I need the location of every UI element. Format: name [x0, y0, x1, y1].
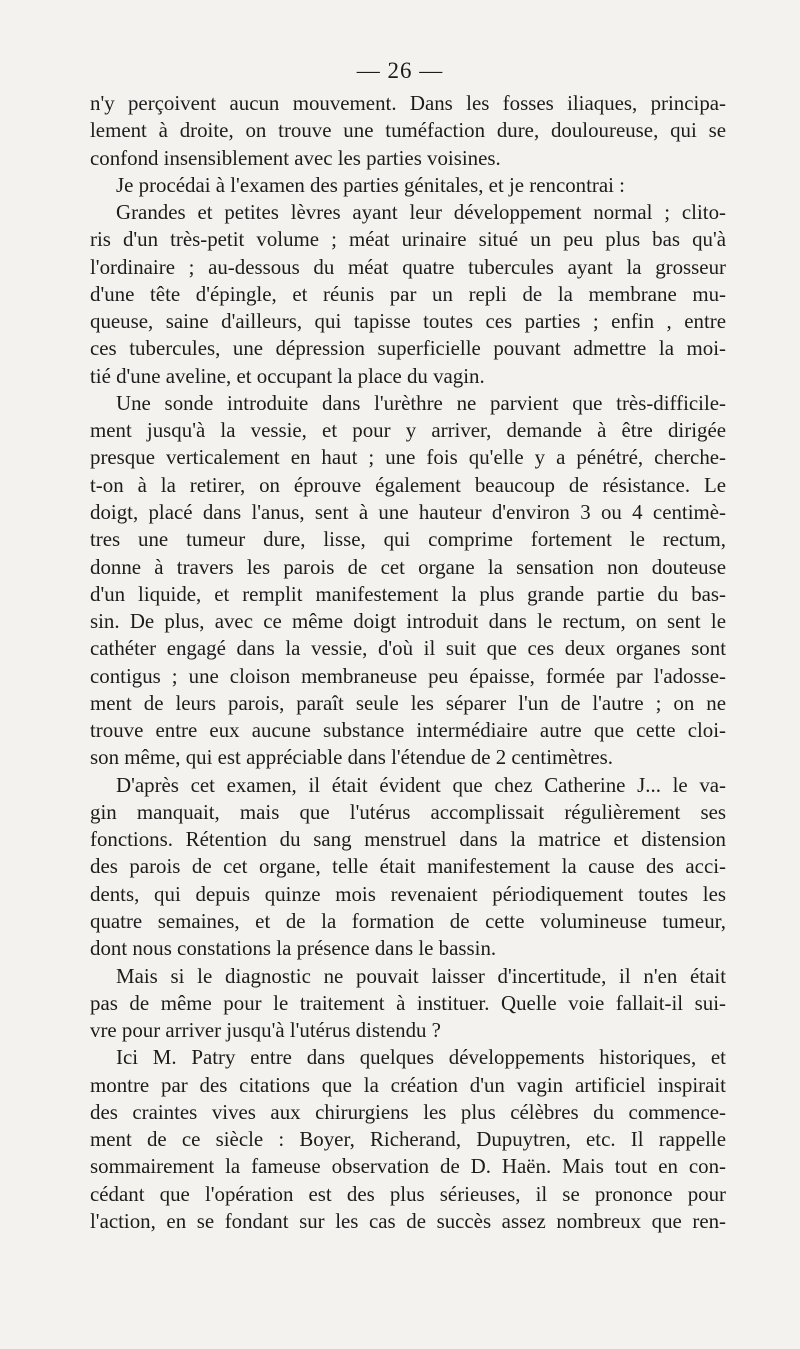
text-line: dont nous constations la présence dans le bassin. — [90, 936, 497, 961]
text-line: confond insensiblement avec les parties voisines. — [90, 145, 501, 170]
text-line: cathéter engagé dans la vessie, d'où il suit que ces deux organes sont — [90, 636, 726, 661]
text-line: lement à droite, on trouve une tuméfaction dure, douloureuse, qui se — [90, 118, 726, 143]
text-line: sin. De plus, avec ce même doigt introduit dans le rectum, on sent le — [90, 609, 726, 634]
text-line: tié d'une aveline, et occupant la place du vagin. — [90, 363, 485, 388]
text-line: des parois de cet organe, telle était manifestement la cause des acci- — [90, 854, 726, 879]
text-line: ment de leurs parois, paraît seule les séparer l'un de l'autre ; on ne — [90, 690, 726, 715]
text-line: son même, qui est appréciable dans l'étendue de 2 centimètres. — [90, 745, 613, 770]
text-line: ces tubercules, une dépression superficielle pouvant admettre la moi- — [90, 336, 726, 361]
text-line: t-on à la retirer, on éprouve également beaucoup de résistance. Le — [90, 472, 726, 497]
text-line: dents, qui depuis quinze mois revenaient périodiquement toutes les — [90, 881, 726, 906]
text-line: d'une tête d'épingle, et réunis par un repli de la membrane mu- — [90, 281, 726, 306]
text-line: ris d'un très-petit volume ; méat urinaire situé un peu plus bas qu'à — [90, 227, 726, 252]
text-line: l'ordinaire ; au-dessous du méat quatre tubercules ayant la grosseur — [90, 254, 726, 279]
text-line: ment jusqu'à la vessie, et pour y arriver, demande à être dirigée — [90, 418, 726, 443]
text-line: l'action, en se fondant sur les cas de succès assez nombreux que ren- — [90, 1208, 726, 1233]
text-line: Mais si le diagnostic ne pouvait laisser d'incertitude, il n'en était — [116, 963, 726, 988]
text-line: Ici M. Patry entre dans quelques développements historiques, et — [116, 1045, 726, 1070]
text-line: sommairement la fameuse observation de D. Haën. Mais tout en con- — [90, 1154, 726, 1179]
text-line: n'y perçoivent aucun mouvement. Dans les fosses iliaques, principa- — [90, 91, 726, 115]
body-text — [90, 90, 726, 1235]
text-line: tres une tumeur dure, lisse, qui comprime fortement le rectum, — [90, 527, 726, 552]
text-line: doigt, placé dans l'anus, sent à une hauteur d'environ 3 ou 4 centimè- — [90, 499, 726, 524]
page-number: — 26 — — [356, 58, 444, 83]
text-line: Je procédai à l'examen des parties génitales, et je rencontrai : — [116, 172, 625, 197]
text-line: d'un liquide, et remplit manifestement la plus grande partie du bas- — [90, 581, 726, 606]
text-line: gin manquait, mais que l'utérus accomplissait régulièrement ses — [90, 799, 726, 824]
text-line: Grandes et petites lèvres ayant leur développement normal ; clito- — [116, 200, 726, 225]
text-line: D'après cet examen, il était évident que chez Catherine J... le va- — [116, 772, 726, 797]
text-line: Une sonde introduite dans l'urèthre ne parvient que très-difficile- — [116, 390, 726, 415]
text-line: contigus ; une cloison membraneuse peu épaisse, formée par l'adosse- — [90, 663, 726, 688]
text-line: montre par des citations que la création d'un vagin artificiel inspirait — [90, 1072, 726, 1097]
text-line: donne à travers les parois de cet organe la sensation non douteuse — [90, 554, 726, 579]
text-line: des craintes vives aux chirurgiens les plus célèbres du commence- — [90, 1099, 726, 1124]
text-line: queuse, saine d'ailleurs, qui tapisse toutes ces parties ; enfin , entre — [90, 309, 726, 334]
text-line: ment de ce siècle : Boyer, Richerand, Dupuytren, etc. Il rappelle — [90, 1127, 726, 1152]
text-line: vre pour arriver jusqu'à l'utérus distendu ? — [90, 1018, 441, 1043]
text-line: pas de même pour le traitement à instituer. Quelle voie fallait-il sui- — [90, 990, 726, 1015]
text-line: fonctions. Rétention du sang menstruel dans la matrice et distension — [90, 827, 726, 852]
text-line: cédant que l'opération est des plus sérieuses, il se prononce pour — [90, 1181, 726, 1206]
text-line: presque verticalement en haut ; une fois qu'elle y a pénétré, cherche- — [90, 445, 726, 470]
text-line: trouve entre eux aucune substance intermédiaire autre que cette cloi- — [90, 718, 726, 743]
text-line: quatre semaines, et de la formation de cette volumineuse tumeur, — [90, 908, 726, 933]
